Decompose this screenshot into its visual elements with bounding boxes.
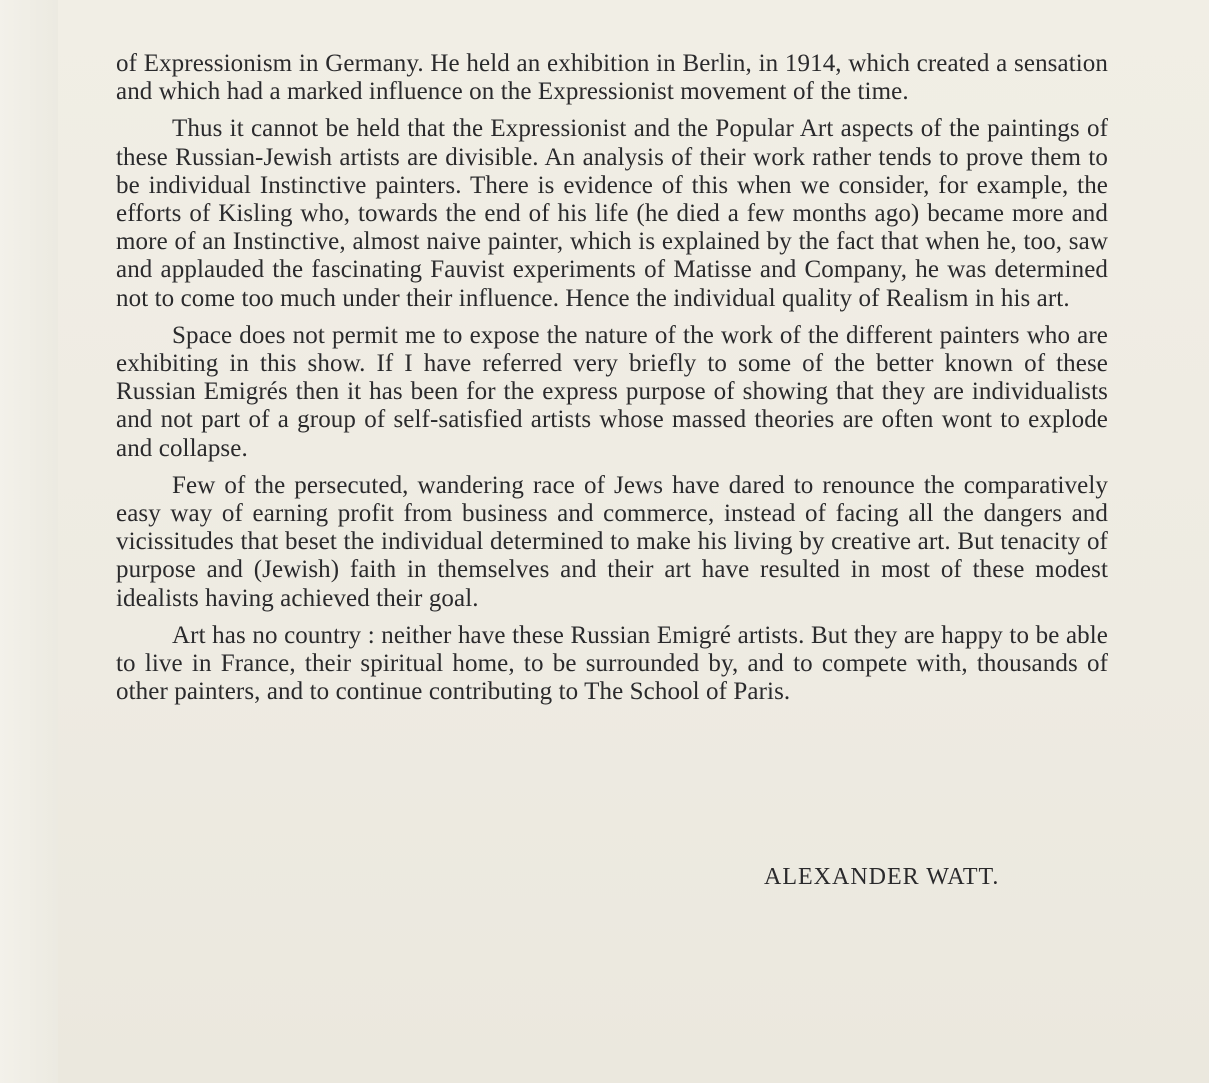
paragraph-instinctive-painters: Thus it cannot be held that the Expressionist and the Popular Art aspects of the paintings of these Russian-Jewish artists are divisible. An analysis of their work rather tends to prove them to be individual Instinctive painters. There is evidence of this when we consider, for example, the efforts of Kisling who, towards the end of his life (he died a few months ago) became more and more of an Instinctive, almost naive painter, which is explained by the fact that when he, too, saw and applauded the fascinating Fauvist experiments of Matisse and Company, he was determined not to come too much under their influence. Hence the individual quality of Realism in his art. bbox=[116, 115, 1108, 312]
page-margin bbox=[0, 0, 58, 1083]
paragraph-creative-art: Few of the persecuted, wandering race of Jews have dared to renounce the comparatively easy way of earning profit from business and commerce, instead of facing all the dangers and vicissitudes that beset the individual determined to make his living by creative art. But tenacity of purpose and (Jewish) faith in themselves and their art have resulted in most of these modest idealists having achieved their goal. bbox=[116, 471, 1108, 612]
paragraph-school-of-paris: Art has no country : neither have these Russian Emigré artists. But they are happy to be able to live in France, their spiritual home, to be surrounded by, and to compete with, thousands of other painters, and to continue contributing to The School of Paris. bbox=[116, 621, 1108, 706]
article-body bbox=[116, 50, 1108, 715]
paragraph-individualists: Space does not permit me to expose the nature of the work of the different painters who are exhibiting in this show. If I have referred very briefly to some of the better known of these Russian Emigrés then it has been for the express purpose of showing that they are individualists and not part of a group of self-satisfied artists whose massed theories are often wont to explode and collapse. bbox=[116, 321, 1108, 462]
paragraph-continuation: of Expressionism in Germany. He held an exhibition in Berlin, in 1914, which created a sensation and which had a marked influence on the Expressionist movement of the time. bbox=[116, 50, 1108, 106]
author-signature: ALEXANDER WATT. bbox=[764, 864, 1000, 890]
